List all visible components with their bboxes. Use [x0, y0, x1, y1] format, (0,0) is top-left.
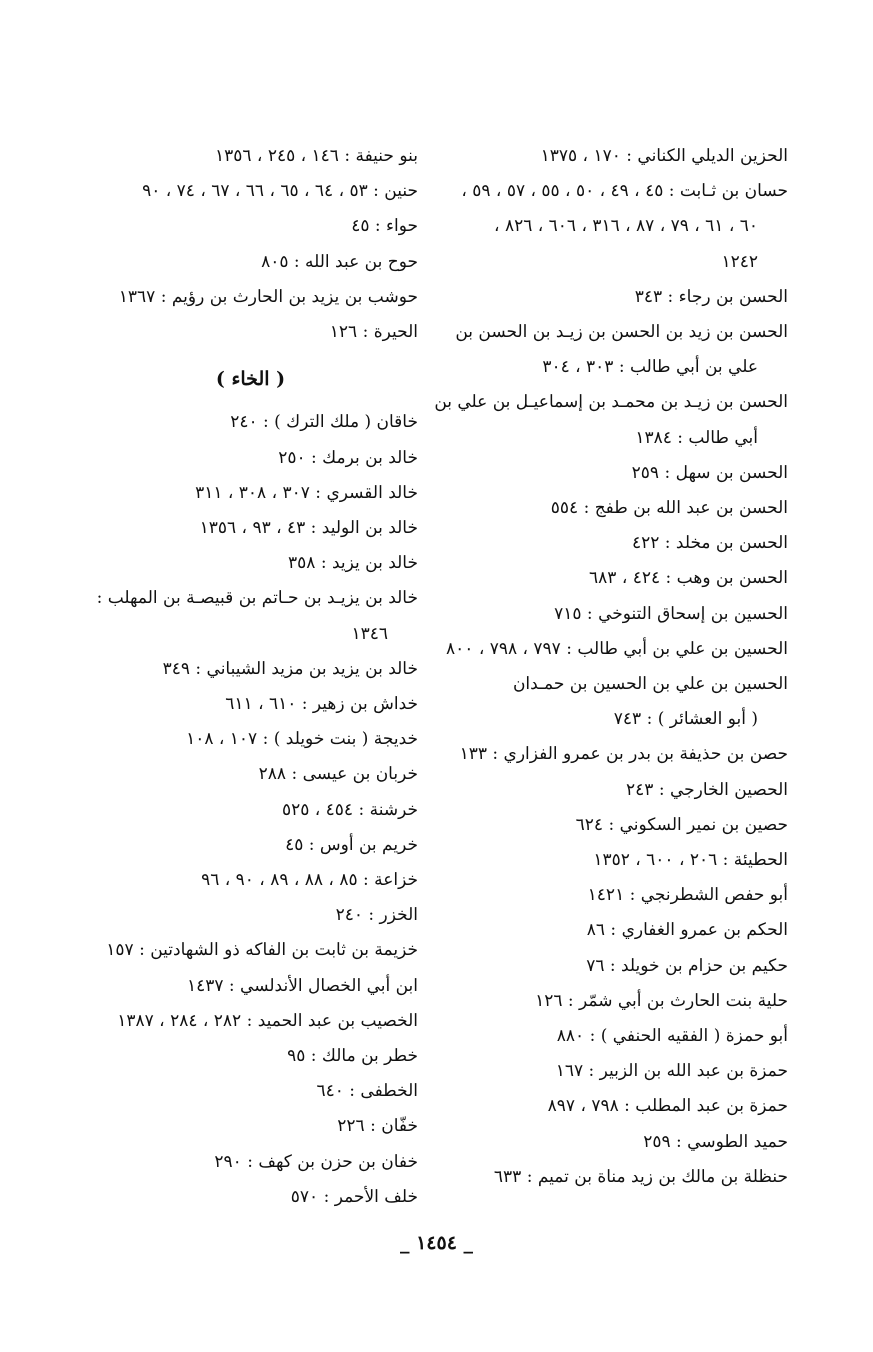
entry-line: الحيرة : ١٢٦ [329, 322, 418, 343]
entry-line: الحكم بن عمرو الغفاري : ٨٦ [586, 920, 788, 941]
entries-kha [83, 405, 418, 1215]
index-entry [83, 898, 418, 933]
index-entry [460, 773, 788, 808]
entry-line: خزيمة بن ثابت بن الفاكه ذو الشهادتين : ١٥٧ [106, 940, 418, 961]
entry-line: الحزين الديلي الكناني : ١٧٠ ، ١٣٧٥ [540, 146, 788, 166]
entry-line: خريم بن أوس : ٤٥ [285, 834, 418, 855]
entry-line: خلف الأحمر : ٥٧٠ [290, 1186, 418, 1207]
index-entry [83, 722, 418, 757]
index-entry [460, 737, 788, 772]
index-entry [460, 1019, 788, 1054]
entry-line: الحطيئة : ٢٠٦ ، ٦٠٠ ، ١٣٥٢ [593, 850, 788, 871]
index-entry [83, 687, 418, 722]
index-entry [460, 280, 788, 315]
entry-line: خالد بن يزيد : ٣٥٨ [288, 553, 418, 574]
index-entry [460, 174, 788, 280]
index-entry [83, 1180, 418, 1215]
entry-line: خالد بن يزيد بن مزيد الشيباني : ٣٤٩ [162, 658, 418, 679]
entry-line: الحسن بن سهل : ٢٥٩ [631, 462, 788, 483]
section-heading-kha: ( الخاء ) [215, 368, 286, 391]
index-entry [83, 793, 418, 828]
index-entry [460, 913, 788, 948]
entry-line: الحسين بن علي بن الحسين بن حمـدان [512, 674, 788, 695]
entry-line: الحسن بن وهب : ٤٢٤ ، ٦٨٣ [589, 568, 788, 589]
entries-ha-continued [83, 139, 418, 350]
index-entry [83, 652, 418, 687]
page-number: _ ١٤٥٤ _ [399, 1232, 474, 1254]
index-entry [460, 561, 788, 596]
index-entry [83, 1039, 418, 1074]
entry-line: حصين بن نمير السكوني : ٦٢٤ [575, 814, 788, 835]
entry-line: حسان بن ثـابت : ٤٥ ، ٤٩ ، ٥٠ ، ٥٥ ، ٥٧ ، ٥٩ ، [461, 181, 788, 202]
entry-line: خالد بن برمك : ٢٥٠ [278, 447, 418, 468]
entry-line: حوشب بن يزيد بن الحارث بن رؤيم : ١٣٦٧ [118, 286, 418, 307]
index-entry [83, 757, 418, 792]
entry-line: خداش بن زهير : ٦١٠ ، ٦١١ [225, 694, 418, 715]
entry-line: خفان بن حزن بن كهف : ٢٩٠ [214, 1151, 418, 1172]
index-entry [460, 1125, 788, 1160]
entry-line: حوح بن عبد الله : ٨٠٥ [261, 251, 418, 272]
index-entry [83, 1109, 418, 1144]
entry-continuation-line: ( أبو العشائر ) : ٧٤٣ [613, 709, 758, 730]
entry-line: حمزة بن عبد الله بن الزبير : ١٦٧ [555, 1061, 788, 1082]
index-entry [83, 969, 418, 1004]
index-entry [83, 1074, 418, 1109]
entry-line: الخزر : ٢٤٠ [335, 905, 418, 926]
entry-line: الحصين الخارجي : ٢٤٣ [626, 779, 788, 800]
entry-line: حلية بنت الحارث بن أبي شمّر : ١٢٦ [535, 990, 788, 1011]
entry-line: حصن بن حذيفة بن بدر بن عمرو الفزاري : ١٣٣ [459, 744, 788, 765]
index-entry [83, 1004, 418, 1039]
entry-line: خالد بن يزيـد بن حـاتم بن قبيصـة بن المهلب : [96, 588, 418, 609]
index-entry [83, 1145, 418, 1180]
index-entry [460, 491, 788, 526]
entry-line: الحسن بن رجاء : ٣٤٣ [634, 286, 788, 307]
index-entry [83, 476, 418, 511]
entry-continuation-line: ١٣٤٦ [351, 623, 388, 644]
index-entry [83, 209, 418, 244]
index-entry [83, 546, 418, 581]
entry-line: الحسن بن زيـد بن محمـد بن إسماعيـل بن علي بن [434, 392, 788, 413]
index-entry [460, 456, 788, 491]
index-entry [460, 843, 788, 878]
entry-line: خزاعة : ٨٥ ، ٨٨ ، ٨٩ ، ٩٠ ، ٩٦ [201, 870, 418, 891]
entry-line: الحسين بن علي بن أبي طالب : ٧٩٧ ، ٧٩٨ ، ٨٠٠ [446, 638, 788, 659]
index-column-left [83, 139, 418, 1215]
index-entry [460, 1089, 788, 1124]
entry-line: حميد الطوسي : ٢٥٩ [643, 1131, 788, 1152]
index-entry [460, 1160, 788, 1195]
index-entry [460, 139, 788, 174]
entry-line: خربان بن عيسى : ٢٨٨ [258, 764, 418, 785]
index-entry [83, 405, 418, 440]
index-entry [83, 933, 418, 968]
entry-line: خرشنة : ٤٥٤ ، ٥٢٥ [281, 799, 418, 820]
index-entry [460, 597, 788, 632]
entry-line: خاقان ( ملك الترك ) : ٢٤٠ [230, 412, 418, 433]
index-entry [83, 245, 418, 280]
entry-line: الحسن بن زيد بن الحسن بن زيـد بن الحسن بن [455, 322, 788, 343]
entry-line: حكيم بن حزام بن خويلد : ٧٦ [586, 955, 788, 976]
index-entry [83, 280, 418, 315]
index-entry [83, 174, 418, 209]
entry-line: خفّان : ٢٢٦ [337, 1116, 418, 1137]
entry-line: الحسن بن عبد الله بن طفج : ٥٥٤ [550, 498, 788, 519]
entry-line: خالد القسري : ٣٠٧ ، ٣٠٨ ، ٣١١ [195, 482, 418, 503]
entry-line: خالد بن الوليد : ٤٣ ، ٩٣ ، ١٣٥٦ [199, 518, 418, 539]
index-entry [83, 863, 418, 898]
entry-line: أبو حمزة ( الفقيه الحنفي ) : ٨٨٠ [556, 1026, 788, 1047]
entry-continuation-line: أبي طالب : ١٣٨٤ [635, 427, 758, 448]
entry-line: الحسين بن إسحاق التنوخي : ٧١٥ [554, 603, 788, 624]
index-entry [83, 441, 418, 476]
entry-line: الخصيب بن عبد الحميد : ٢٨٢ ، ٢٨٤ ، ١٣٨٧ [117, 1010, 418, 1031]
entry-line: أبو حفص الشطرنجي : ١٤٢١ [587, 885, 788, 906]
index-entry [446, 632, 788, 667]
entry-line: حنين : ٥٣ ، ٦٤ ، ٦٥ ، ٦٦ ، ٦٧ ، ٧٤ ، ٩٠ [142, 181, 418, 202]
index-entry [460, 984, 788, 1019]
entry-continuation-line: علي بن أبي طالب : ٣٠٣ ، ٣٠٤ [542, 357, 758, 378]
entry-line: حنظلة بن مالك بن زيد مناة بن تميم : ٦٣٣ [493, 1166, 788, 1187]
index-entry [83, 315, 418, 350]
index-entry [460, 878, 788, 913]
entry-line: الخطفى : ٦٤٠ [316, 1081, 418, 1102]
entry-line: حمزة بن عبد المطلب : ٧٩٨ ، ٨٩٧ [547, 1096, 788, 1117]
index-entry [460, 808, 788, 843]
entry-line: خديجة ( بنت خويلد ) : ١٠٧ ، ١٠٨ [186, 729, 418, 750]
index-entry [455, 315, 788, 385]
index-entry [460, 667, 788, 737]
entry-continuation-line: ٦٠ ، ٦١ ، ٧٩ ، ٨٧ ، ٣١٦ ، ٦٠٦ ، ٨٢٦ ، [494, 216, 758, 237]
entry-continuation-line: ١٢٤٢ [721, 251, 758, 272]
index-entry [83, 139, 418, 174]
index-column-right [434, 139, 788, 1195]
entry-line: ابن أبي الخصال الأندلسي : ١٤٣٧ [186, 975, 418, 996]
index-entry [83, 581, 418, 651]
index-entry [460, 949, 788, 984]
index-entry [83, 828, 418, 863]
index-entry [434, 385, 788, 455]
index-entry [460, 1054, 788, 1089]
entry-line: حواء : ٤٥ [351, 216, 418, 237]
entry-line: بنو حنيفة : ١٤٦ ، ٢٤٥ ، ١٣٥٦ [214, 146, 418, 166]
entry-line: خطر بن مالك : ٩٥ [287, 1046, 418, 1067]
index-entry [460, 526, 788, 561]
entry-line: الحسن بن مخلد : ٤٢٢ [631, 533, 788, 554]
index-entry [83, 511, 418, 546]
